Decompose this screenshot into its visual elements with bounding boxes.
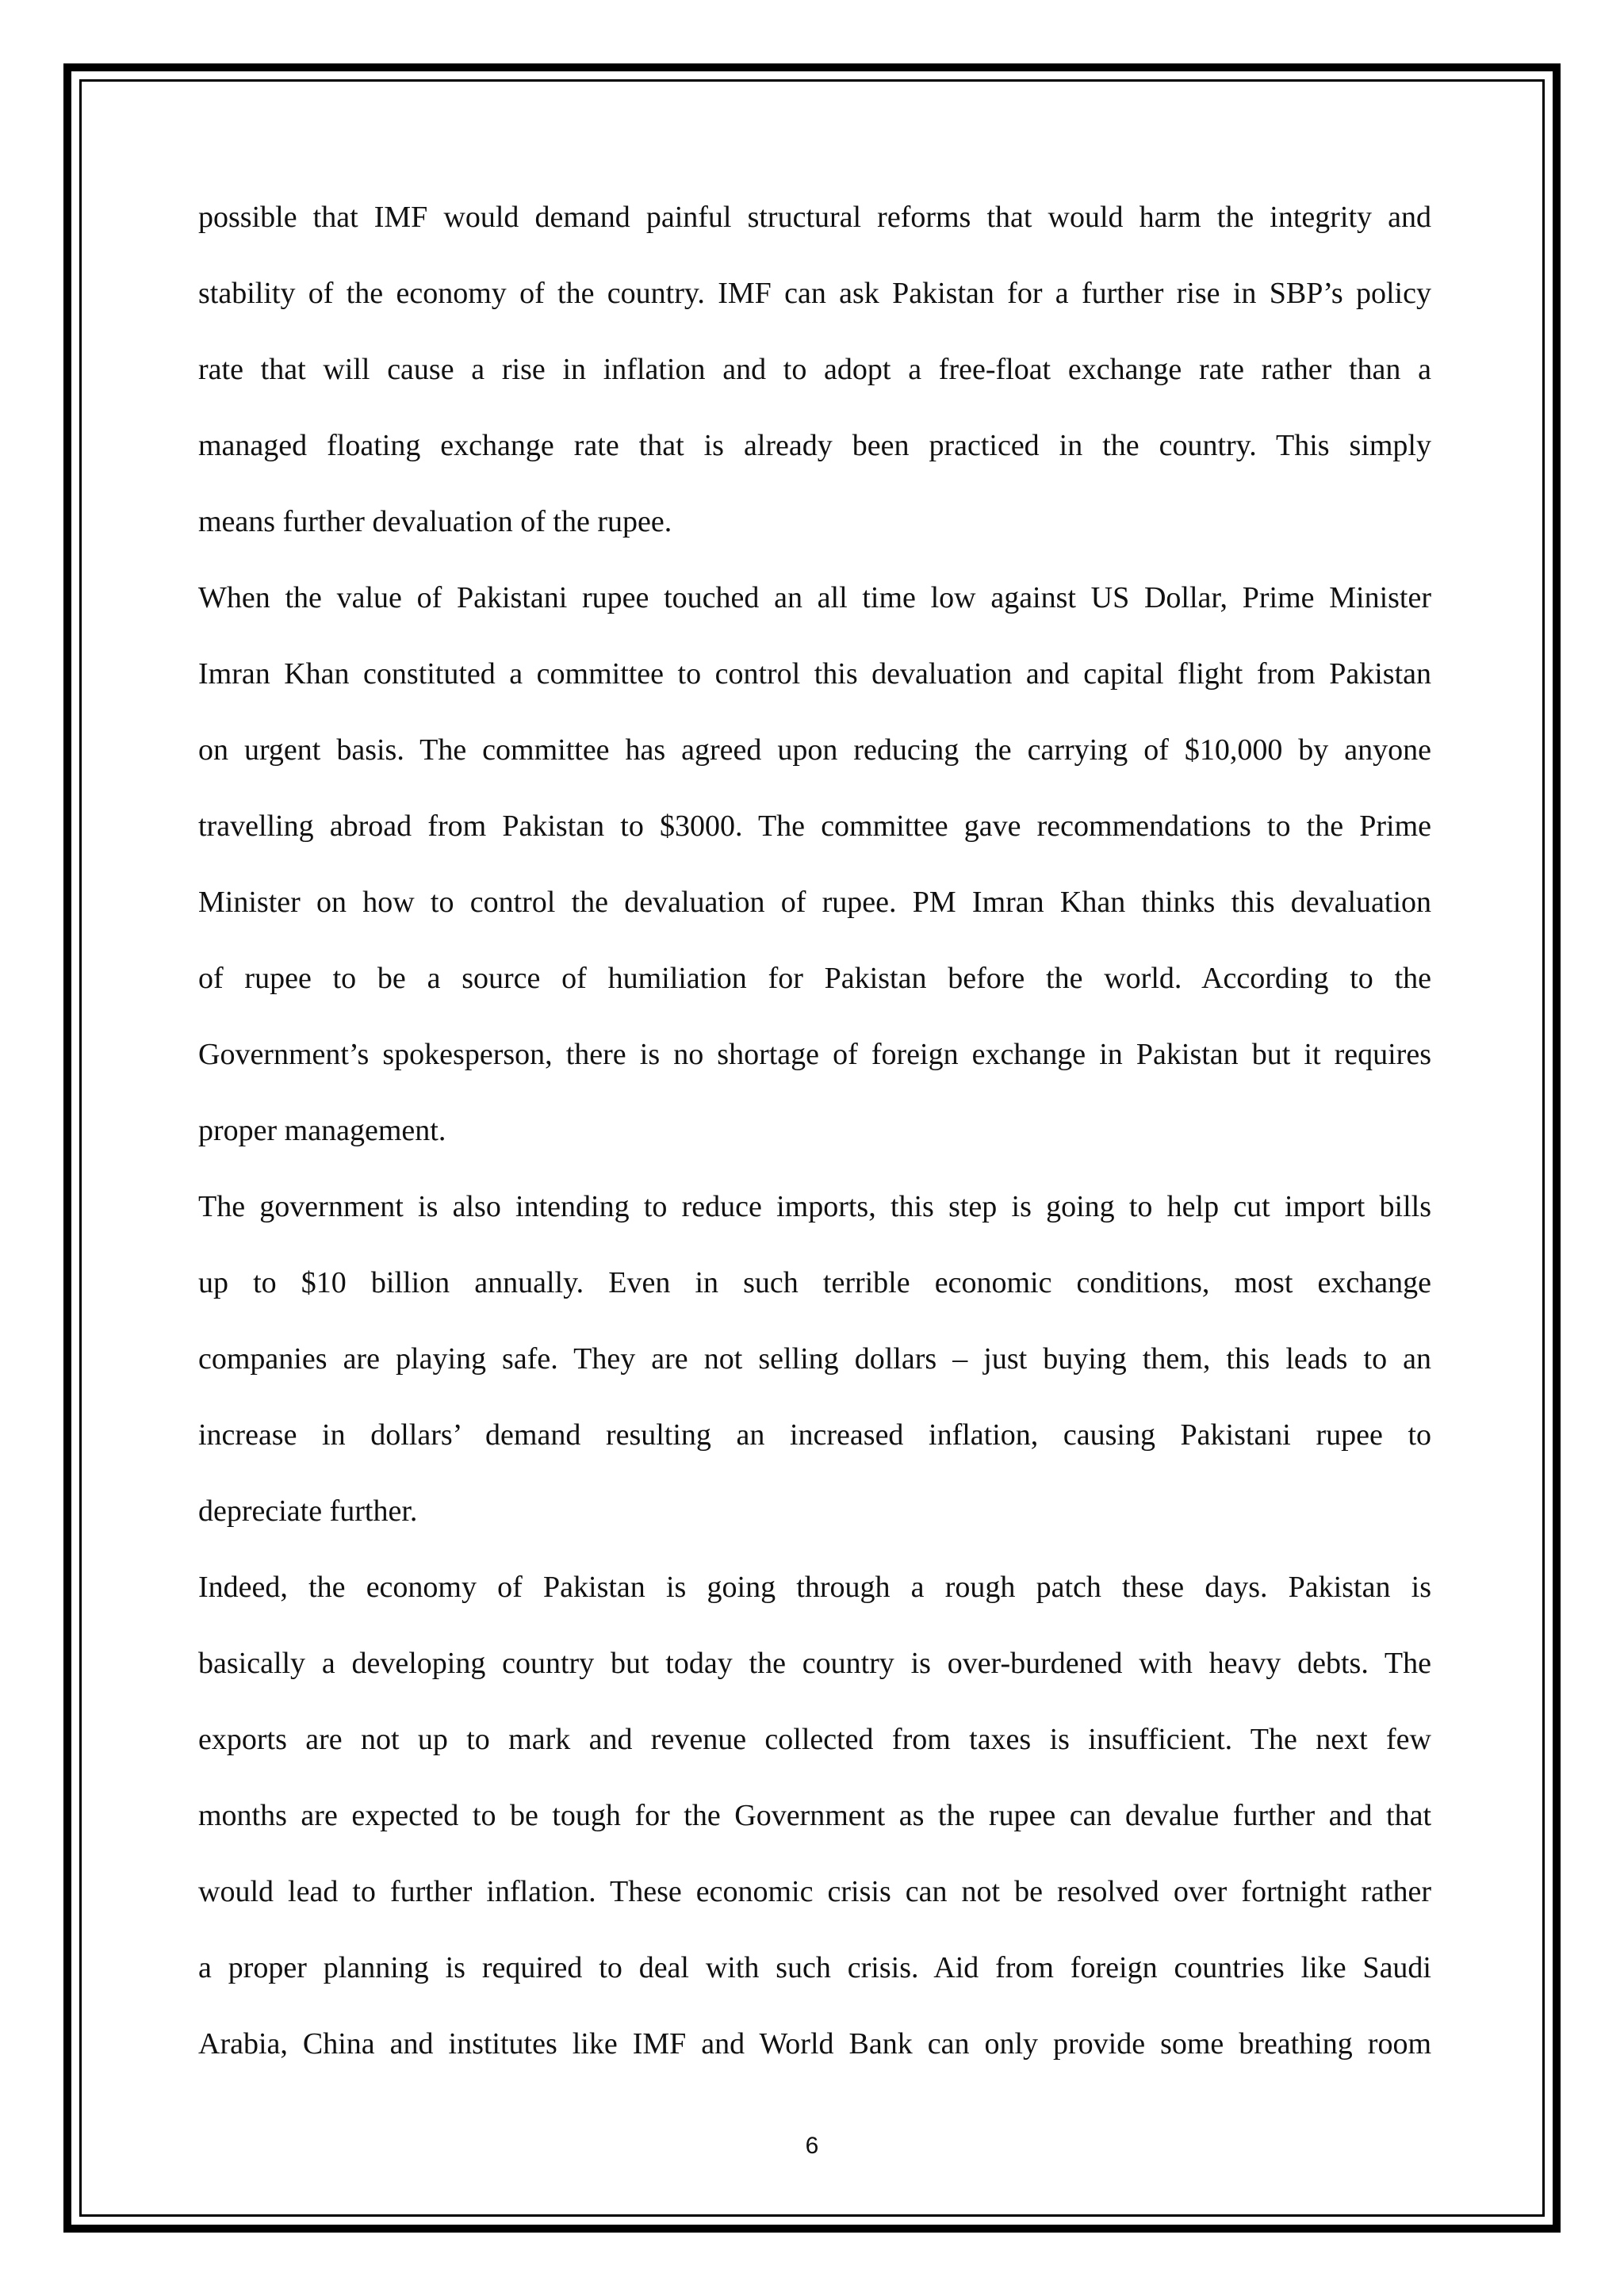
text-line: increase in dollars’ demand resulting an increased inflation, causing Pakistani rupee to bbox=[198, 1418, 1431, 1452]
text-line: a proper planning is required to deal with such crisis. Aid from foreign countries like Saudi bbox=[198, 1951, 1431, 1984]
text-line: The government is also intending to reduce imports, this step is going to help cut import bills bbox=[198, 1190, 1431, 1223]
text-line: Minister on how to control the devaluation of rupee. PM Imran Khan thinks this devaluation bbox=[198, 886, 1431, 919]
text-line: would lead to further inflation. These economic crisis can not be resolved over fortnight rather bbox=[198, 1875, 1431, 1908]
text-line: Government’s spokesperson, there is no shortage of foreign exchange in Pakistan but it requires bbox=[198, 1038, 1431, 1071]
text-line: basically a developing country but today the country is over-burdened with heavy debts. The bbox=[198, 1647, 1431, 1680]
text-line: Imran Khan constituted a committee to control this devaluation and capital flight from Pakistan bbox=[198, 657, 1431, 691]
document-body bbox=[198, 184, 1431, 2087]
text-line: of rupee to be a source of humiliation for Pakistan before the world. According to the bbox=[198, 962, 1431, 995]
text-line: stability of the economy of the country. IMF can ask Pakistan for a further rise in SBP’s policy bbox=[198, 277, 1431, 310]
text-line: on urgent basis. The committee has agreed upon reducing the carrying of $10,000 by anyone bbox=[198, 733, 1431, 767]
text-line: exports are not up to mark and revenue collected from taxes is insufficient. The next few bbox=[198, 1723, 1431, 1756]
text-line: Indeed, the economy of Pakistan is going through a rough patch these days. Pakistan is bbox=[198, 1571, 1431, 1604]
text-line: travelling abroad from Pakistan to $3000. The committee gave recommendations to the Prime bbox=[198, 809, 1431, 843]
text-line: Arabia, China and institutes like IMF and World Bank can only provide some breathing room bbox=[198, 2027, 1431, 2061]
text-line: rate that will cause a rise in inflation and to adopt a free-float exchange rate rather than a bbox=[198, 353, 1431, 386]
text-line: managed floating exchange rate that is already been practiced in the country. This simply bbox=[198, 429, 1431, 462]
page-number: 6 bbox=[805, 2133, 819, 2159]
text-line: months are expected to be tough for the Government as the rupee can devalue further and that bbox=[198, 1799, 1431, 1832]
text-line: When the value of Pakistani rupee touched an all time low against US Dollar, Prime Minister bbox=[198, 581, 1431, 614]
text-line: depreciate further. bbox=[198, 1494, 418, 1528]
text-line: proper management. bbox=[198, 1114, 446, 1147]
text-line: possible that IMF would demand painful structural reforms that would harm the integrity and bbox=[198, 201, 1431, 234]
text-line: companies are playing safe. They are not selling dollars – just buying them, this leads to an bbox=[198, 1342, 1431, 1376]
text-line: means further devaluation of the rupee. bbox=[198, 505, 672, 538]
text-line: up to $10 billion annually. Even in such terrible economic conditions, most exchange bbox=[198, 1266, 1431, 1299]
